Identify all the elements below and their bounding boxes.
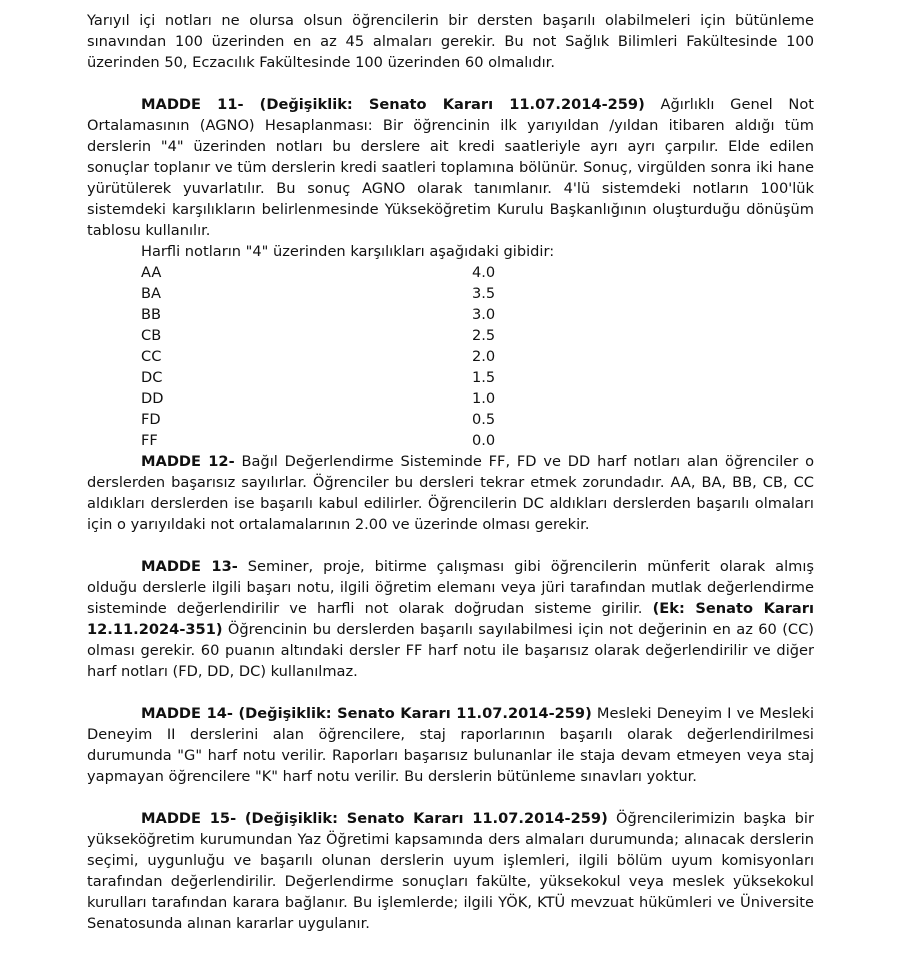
grade-table-intro: Harfli notların "4" üzerinden karşılıkları aşağıdaki gibidir:: [141, 243, 555, 260]
paragraph-makeup-exam: Yarıyıl içi notları ne olursa olsun öğrencilerin bir dersten başarılı olabilmeleri için bütünleme sınavından 100 üzerinden en az 45 almaları gerekir. Bu not Sağlık Bilimleri Fakültesinde 100 üzerinden 50, Eczacılık Fakültesinde 100 üzerinden 60 olmalıdır.: [87, 12, 814, 71]
article-14-heading: MADDE 14- (Değişiklik: Senato Kararı 11.07.2014-259): [141, 705, 592, 722]
grade-letter: CC: [141, 348, 162, 365]
grade-row: [141, 325, 814, 346]
grade-value: 0.5: [472, 411, 496, 428]
article-12-heading: MADDE 12-: [141, 453, 235, 470]
article-13-body-continued: Öğrencinin bu derslerden başarılı sayılabilmesi için not değerinin en az 60 (CC) olması gerekir. 60 puanın altındaki dersler FF harf notu ile başarısız olarak değerlendirilir ve diğer harf notları (FD, DD, DC) kullanılmaz.: [87, 621, 814, 680]
grade-row: [141, 409, 814, 430]
article-13: [87, 556, 814, 682]
grade-value: 0.0: [472, 432, 496, 449]
article-11-body: Ağırlıklı Genel Not Ortalamasının (AGNO) Hesaplanması: Bir öğrencinin ilk yarıyıldan /yıldan itibaren aldığı tüm derslerin "4" üzerinden notları bu derslere ait kredi saatleriyle ayrı ayrı çarpılır. Elde edilen sonuçlar toplanır ve tüm derslerin kredi saatleri toplamına bölünür. Sonuç, virgülden sonra iki hane yürütülerek yuvarlatılır. Bu sonuç AGNO olarak tanımlanır. 4'lü sistemdeki notların 100'lük sistemdeki karşılıkların belirlenmesinde Yükseköğretim Kurulu Başkanlığının oluşturduğu dönüşüm tablosu kullanılır.: [87, 96, 814, 239]
grade-value: 3.0: [472, 306, 496, 323]
article-15: [87, 808, 814, 934]
article-15-heading: MADDE 15- (Değişiklik: Senato Kararı 11.07.2014-259): [141, 810, 608, 827]
article-11: [87, 94, 814, 241]
grade-letter: FD: [141, 411, 161, 428]
grade-value: 2.0: [472, 348, 496, 365]
grade-value: 2.5: [472, 327, 496, 344]
grade-letter: CB: [141, 327, 162, 344]
article-13-amendment: (Ek: Senato Kararı 12.11.2024-351): [87, 600, 814, 638]
article-15-body: Öğrencilerimizin başka bir yükseköğretim kurumundan Yaz Öğretimi kapsamında ders almaları durumunda; alınacak derslerin seçimi, uygunluğu ve başarılı olunan derslerin uyum işlemleri, ilgili bölüm uyum komisyonları tarafından değerlendirilir. Değerlendirme sonuçları fakülte, yüksekokul veya meslek yüksekokul kurulları tarafından karara bağlanır. Bu işlemlerde; ilgili YÖK, KTÜ mevzuat hükümleri ve Üniversite Senatosunda alınan kararlar uygulanır.: [87, 810, 814, 932]
grade-row: [141, 262, 814, 283]
grade-letter: BA: [141, 285, 161, 302]
grade-letter: DC: [141, 369, 163, 386]
grade-letter: AA: [141, 264, 162, 281]
grade-row: [141, 304, 814, 325]
grade-value: 3.5: [472, 285, 496, 302]
article-14-body: Mesleki Deneyim I ve Mesleki Deneyim II derslerini alan öğrencilere, staj raporlarının başarılı olarak değerlendirilmesi durumunda "G" harf notu verilir. Raporları başarısız bulunanlar ile staja devam etmeyen veya staj yapmayan öğrencilere "K" harf notu verilir. Bu derslerin bütünleme sınavları yoktur.: [87, 705, 814, 785]
grade-value: 1.0: [472, 390, 496, 407]
grade-value: 4.0: [472, 264, 496, 281]
grade-row: [141, 367, 814, 388]
grade-row: [141, 283, 814, 304]
grade-letter: FF: [141, 432, 158, 449]
article-14: [87, 703, 814, 787]
article-12-body: Bağıl Değerlendirme Sisteminde FF, FD ve DD harf notları alan öğrenciler o derslerden başarısız sayılırlar. Öğrenciler bu dersleri tekrar etmek zorundadır. AA, BA, BB, CB, CC aldıkları derslerden ise başarılı kabul edilirler. Öğrencilerin DC aldıkları derslerden başarılı olmaları için o yarıyıldaki not ortalamalarının 2.00 ve üzerinde olması gerekir.: [87, 453, 815, 533]
article-13-heading: MADDE 13-: [141, 558, 238, 575]
article-12: [87, 451, 814, 535]
grade-row: [141, 388, 814, 409]
grade-letter: DD: [141, 390, 164, 407]
grade-row: [141, 430, 814, 451]
grade-value: 1.5: [472, 369, 496, 386]
article-11-heading: MADDE 11- (Değişiklik: Senato Kararı 11.07.2014-259): [141, 96, 645, 113]
article-13-body: Seminer, proje, bitirme çalışması gibi öğrencilerin münferit olarak almış olduğu derslerle ilgili başarı notu, ilgili öğretim elemanı veya jüri tarafından mutlak değerlendirme sisteminde değerlendirilir ve harfli not olarak doğrudan sisteme girilir.: [87, 558, 815, 617]
grade-row: [141, 346, 814, 367]
grade-letter: BB: [141, 306, 162, 323]
grade-table: [87, 262, 814, 451]
